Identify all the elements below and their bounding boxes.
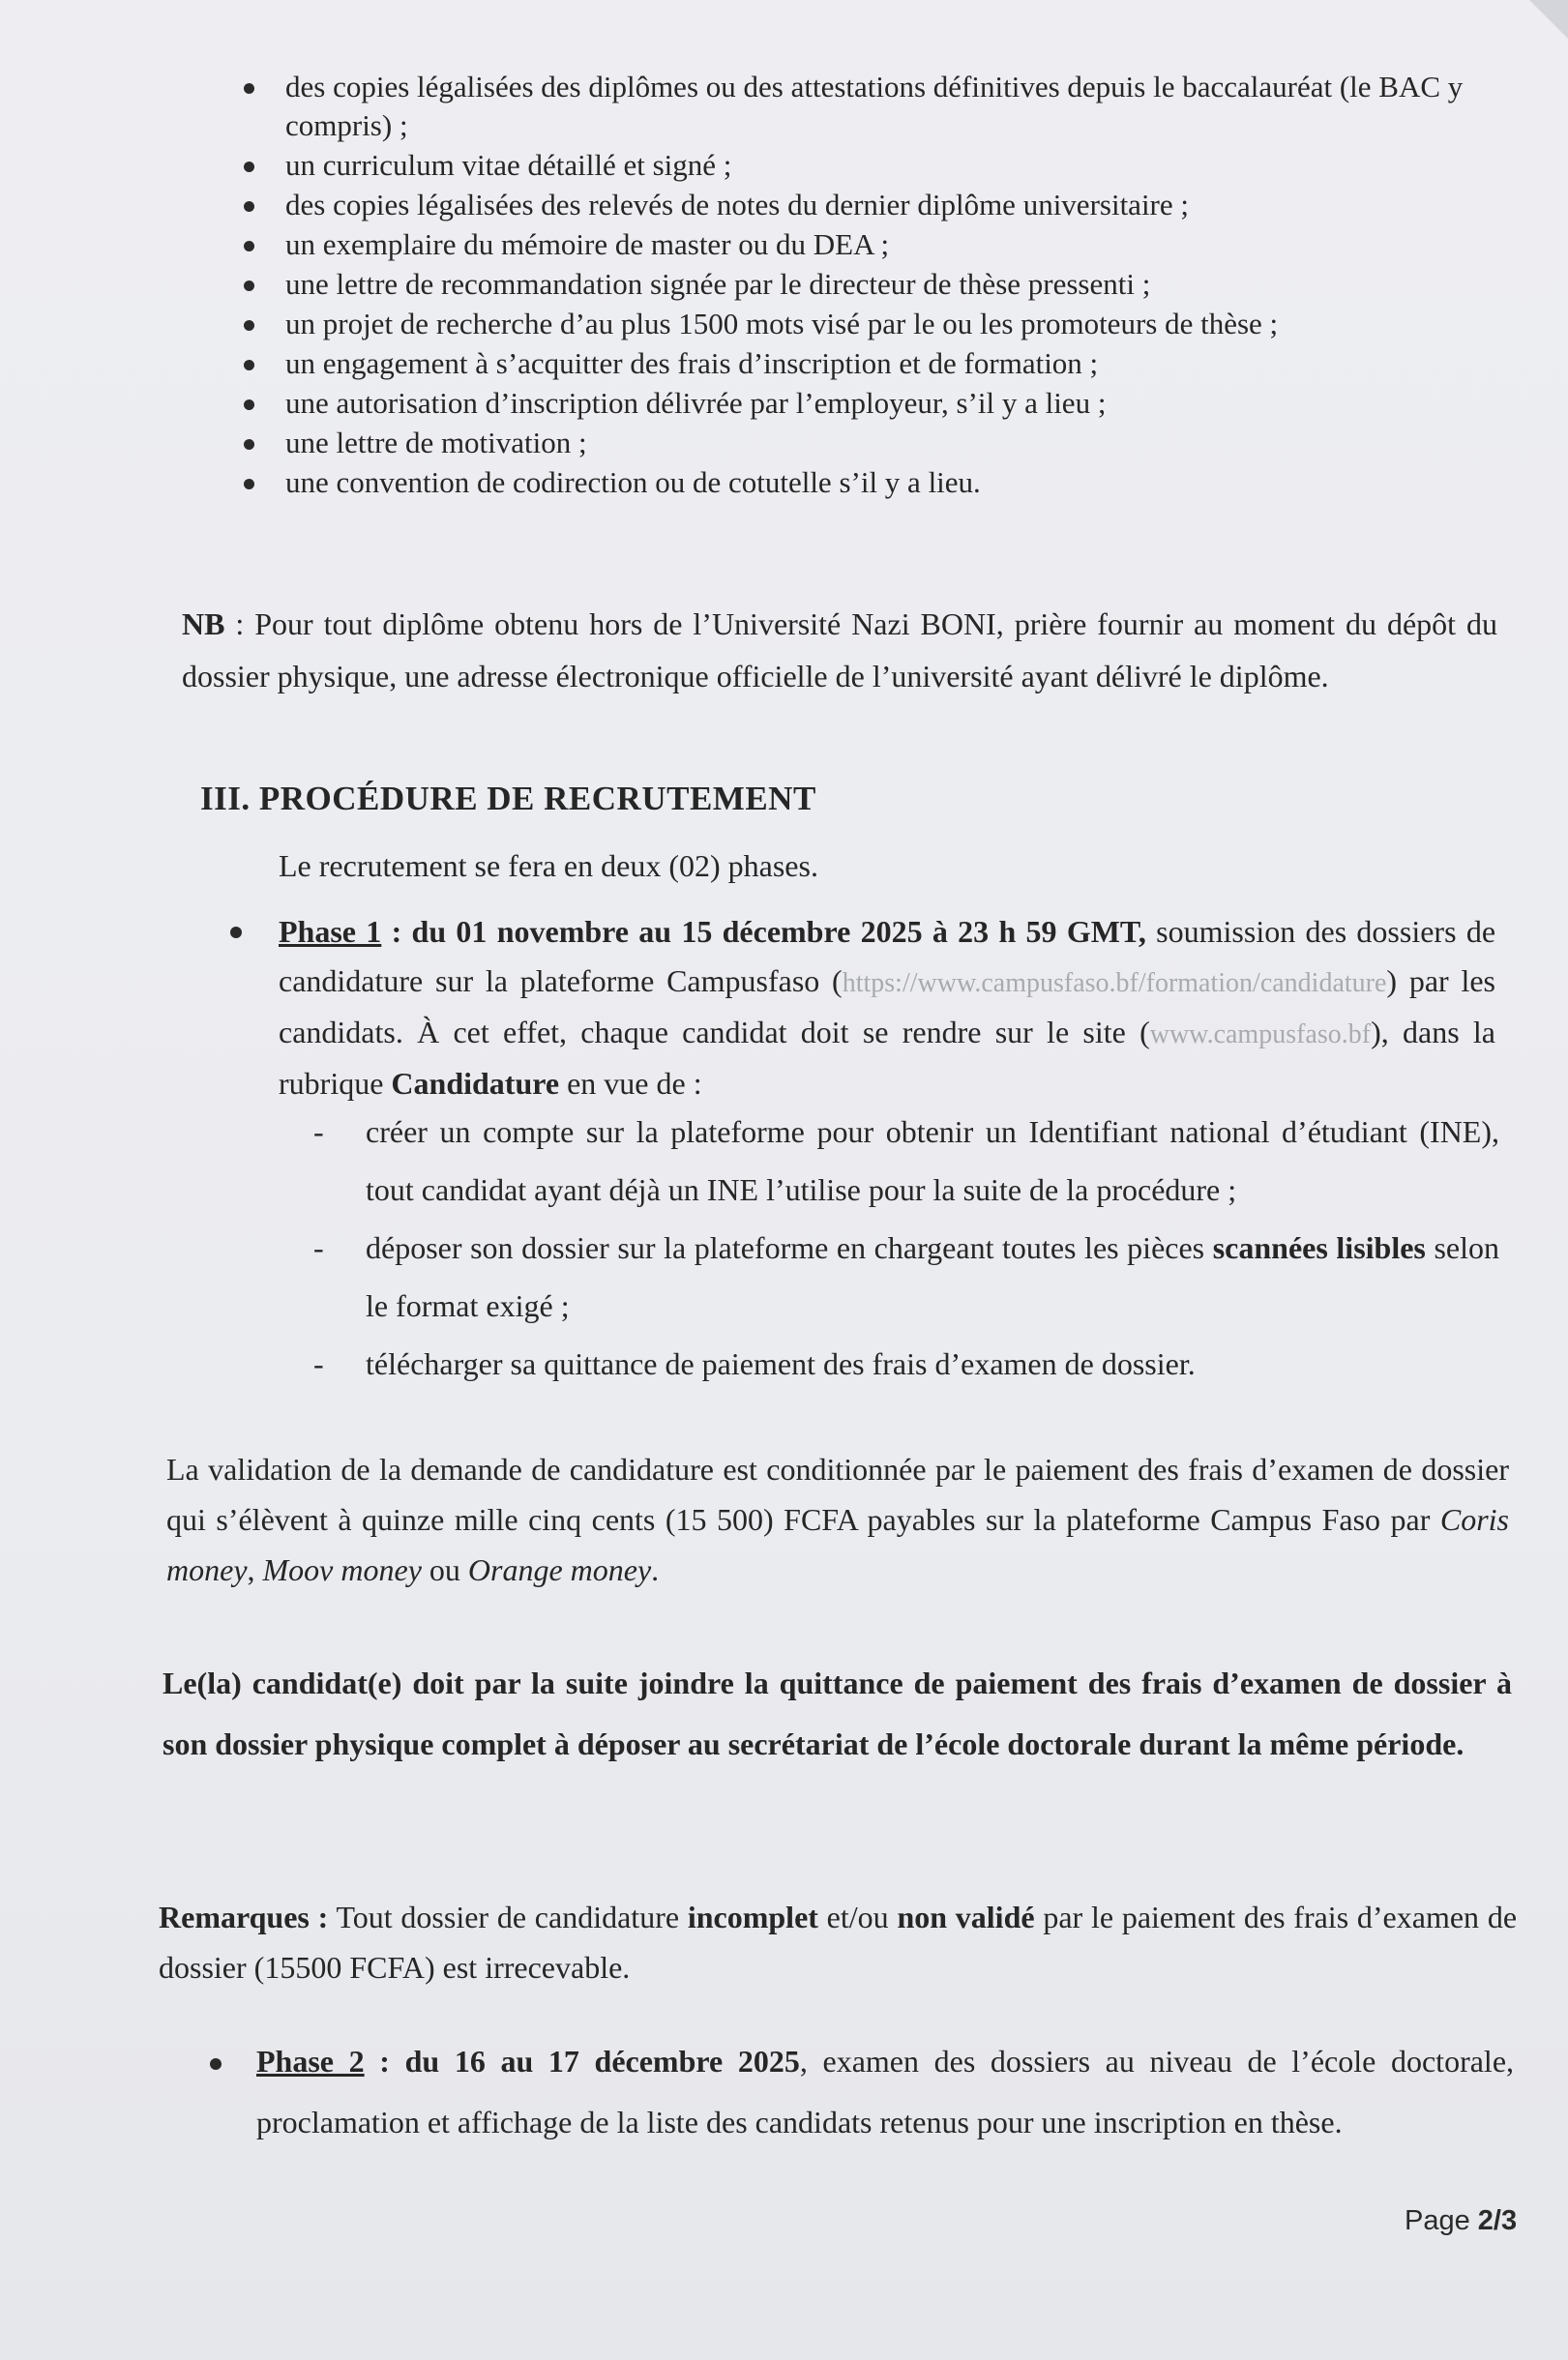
bullet-icon: [244, 201, 254, 212]
nb-label: NB: [182, 606, 225, 641]
list-item: un engagement à s’acquitter des frais d’inscription et de formation ;: [232, 344, 1519, 383]
dash-icon: -: [313, 1114, 324, 1149]
bullet-icon: [244, 360, 254, 370]
phase-1-dates: 01 novembre au 15 décembre 2025 à 23 h 59 GMT,: [456, 914, 1146, 949]
page-fold-corner: [1529, 0, 1568, 39]
remarks-paragraph: Remarques : Tout dossier de candidature incomplet et/ou non validé par le paiement des frais d’examen de dossier (15500 FCFA) est irrecevable.: [159, 1900, 1518, 1985]
list-item: une autorisation d’inscription délivrée par l’employeur, s’il y a lieu ;: [232, 384, 1519, 423]
list-item: une lettre de motivation ;: [232, 424, 1519, 462]
bullet-icon: [244, 162, 254, 172]
phase-1-steps: [310, 1103, 1499, 1393]
list-item: - déposer son dossier sur la plateforme en chargeant toutes les pièces scannées lisibles selon le format exigé ;: [310, 1219, 1499, 1335]
candidature-rubrique: Candidature: [391, 1066, 560, 1101]
nb-paragraph: [182, 598, 1497, 702]
page-number: Page 2/3: [1405, 2205, 1518, 2236]
list-item: un exemplaire du mémoire de master ou du DEA ;: [232, 225, 1519, 264]
bullet-icon: [244, 241, 254, 251]
dash-icon: -: [313, 1230, 324, 1265]
dash-icon: -: [313, 1346, 324, 1381]
phase-2-dates: 16 au 17 décembre 2025: [454, 2044, 800, 2079]
list-item: - télécharger sa quittance de paiement des frais d’examen de dossier.: [310, 1335, 1499, 1393]
campusfaso-site-link[interactable]: www.campusfaso.bf: [1149, 1019, 1372, 1049]
bullet-icon: [244, 479, 254, 489]
bullet-icon: [244, 399, 254, 410]
bullet-icon: [244, 439, 254, 450]
bullet-icon: [244, 320, 254, 331]
list-item: une lettre de recommandation signée par le directeur de thèse pressenti ;: [232, 265, 1519, 304]
list-item: une convention de codirection ou de cotutelle s’il y a lieu.: [232, 463, 1519, 502]
section-title: III. PROCÉDURE DE RECRUTEMENT: [200, 780, 816, 817]
phase-1-paragraph: Phase 1 : du 01 novembre au 15 décembre 2025 à 23 h 59 GMT, soumission des dossiers de candidature sur la plateforme Campusfaso (https://www.campusfaso.bf/formation/candidature) par les candidats. À cet effet, chaque candidat doit se rendre sur le site (www.campusfaso.bf), dans la rubrique Candidature en vue de :: [279, 907, 1495, 1108]
bullet-icon: [244, 280, 254, 291]
phase-2-label: Phase 2: [256, 2044, 365, 2079]
bullet-icon: [230, 927, 242, 938]
phase-1-label: Phase 1: [279, 914, 382, 949]
list-item: - créer un compte sur la plateforme pour obtenir un Identifiant national d’étudiant (INE), tout candidat ayant déjà un INE l’utilise pour la suite de la procédure ;: [310, 1103, 1499, 1219]
section-intro: Le recrutement se fera en deux (02) phases.: [279, 848, 818, 883]
remarks-label: Remarques :: [159, 1900, 329, 1934]
list-item: des copies légalisées des relevés de notes du dernier diplôme universitaire ;: [232, 186, 1519, 224]
campusfaso-candidature-link[interactable]: https://www.campusfaso.bf/formation/candidature: [842, 968, 1387, 998]
bold-paragraph: Le(la) candidat(e) doit par la suite joindre la quittance de paiement des frais d’examen de dossier à son dossier physique complet à déposer au secrétariat de l’école doctorale durant la même période.: [163, 1666, 1512, 1761]
list-item: des copies légalisées des diplômes ou des attestations définitives depuis le baccalauréat (le BAC y compris) ;: [232, 68, 1519, 145]
list-item: un curriculum vitae détaillé et signé ;: [232, 146, 1519, 185]
nb-text: : Pour tout diplôme obtenu hors de l’Université Nazi BONI, prière fournir au moment du dépôt du dossier physique, une adresse électronique officielle de l’université ayant délivré le diplôme.: [182, 606, 1497, 693]
validation-paragraph: La validation de la demande de candidature est conditionnée par le paiement des frais d’examen de dossier qui s’élèvent à quinze mille cinq cents (15 500) FCFA payables sur la plateforme Campus Faso par Coris money, Moov money ou Orange money.: [166, 1452, 1509, 1587]
phase-2-paragraph: Phase 2 : du 16 au 17 décembre 2025, examen des dossiers au niveau de l’école doctorale, proclamation et affichage de la liste des candidats retenus pour une inscription en thèse.: [256, 2031, 1514, 2153]
required-documents-list: [232, 68, 1519, 503]
bullet-icon: [244, 83, 254, 94]
bullet-icon: [210, 2058, 222, 2070]
list-item: un projet de recherche d’au plus 1500 mots visé par le ou les promoteurs de thèse ;: [232, 305, 1519, 343]
